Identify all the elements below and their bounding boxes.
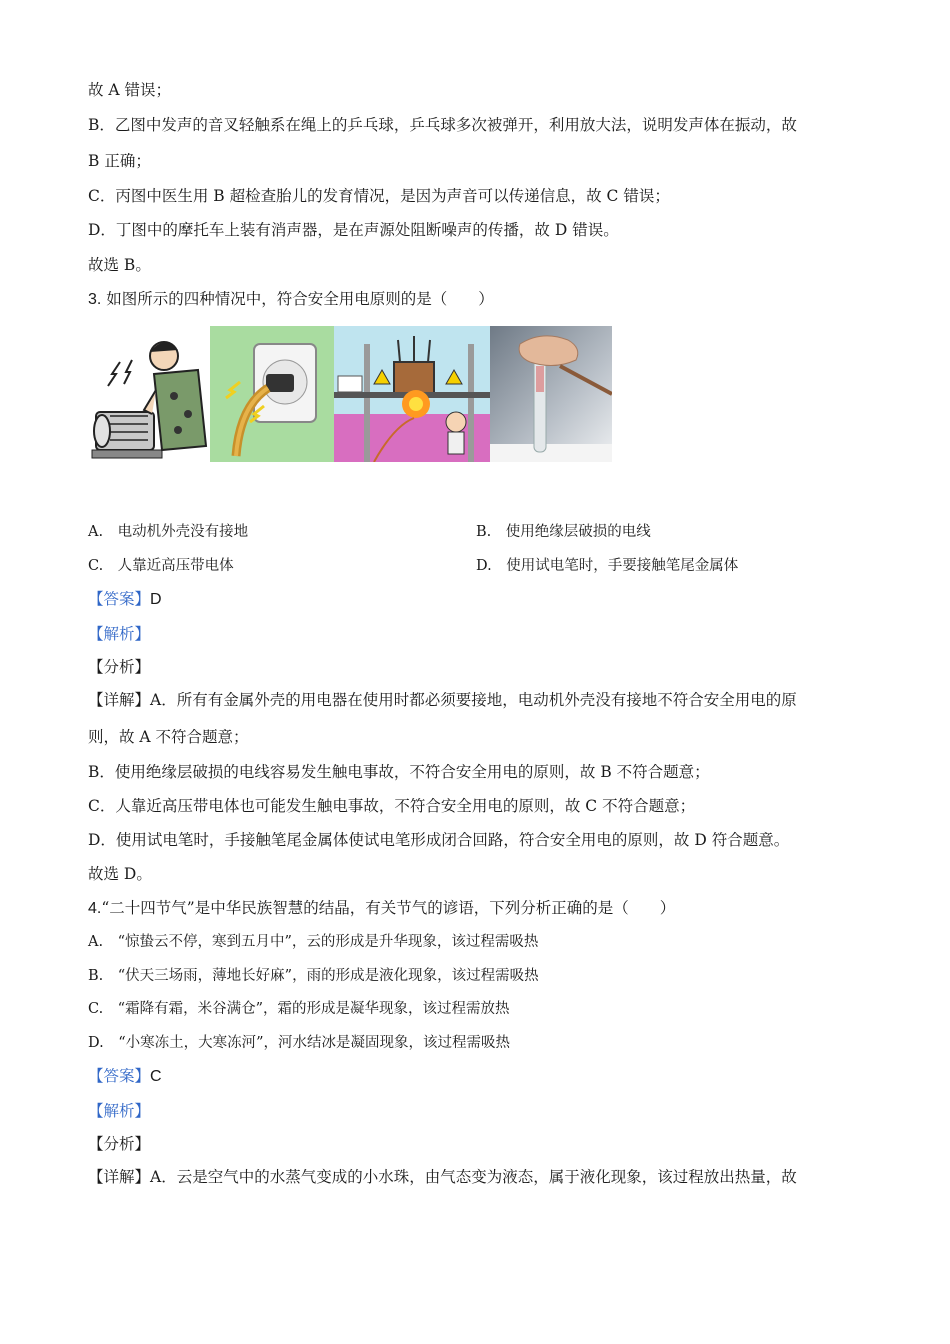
q3-detail-4: C．人靠近高压带电体也可能发生触电事故，不符合安全用电的原则，故 C 不符合题意； [88,797,696,815]
q3-detail-5: D．使用试电笔时，手接触笔尾金属体使试电笔形成闭合回路，符合安全用电的原则，故 D 符合题意。 [88,831,790,849]
q4-option-b[interactable]: B. “伏天三场雨，薄地长好麻”，雨的形成是液化现象，该过程需吸热 [88,968,539,984]
answer-tag: 【答案】 [88,590,151,608]
q4-detail-1 [88,1167,797,1187]
q3-detail-3: B．使用绝缘层破损的电线容易发生触电事故，不符合安全用电的原则，故 B 不符合题意； [88,763,710,781]
q4-analysis-tag: 【解析】 [88,1102,151,1120]
q2-line-1: 故 A 错误； [88,81,172,99]
q4-fenxi-tag: 【分析】 [88,1135,151,1153]
q4-option-c[interactable]: C. “霜降有霜，米谷满仓”，霜的形成是凝华现象，该过程需放热 [88,1001,510,1017]
test-pen-photo [490,326,612,462]
q4-option-d[interactable]: D. “小寒冻土，大寒冻河”，河水结冰是凝固现象，该过程需吸热 [88,1035,511,1051]
detail-text: A．云是空气中的水蒸气变成的小水珠，由气态变为液态，属于液化现象，该过程放出热量，故 [150,1168,797,1186]
q2-line-6: 故选 B。 [88,256,151,274]
damaged-wire-illustration [210,326,334,462]
detail-tag: 【详解】 [88,691,151,709]
q3-answer [88,589,162,610]
q3-stem-text: 如图所示的四种情况中，符合安全用电原则的是（ ） [106,290,494,308]
q4-stem [88,898,675,919]
q2-line-5: D．丁图中的摩托车上装有消声器，是在声源处阻断噪声的传播，故 D 错误。 [88,221,619,239]
q3-option-c[interactable]: C. 人靠近高压带电体 [88,558,234,574]
q3-detail-1 [88,690,797,710]
q4-stem-text: “二十四节气”是中华民族智慧的结晶，有关节气的谚语，下列分析正确的是（ ） [101,899,676,917]
answer-value: D [150,591,162,608]
q3-detail-2: 则，故 A 不符合题意； [88,728,249,746]
q2-line-2: B．乙图中发声的音叉轻触系在绳上的乒乓球，乒乓球多次被弹开，利用放大法，说明发声体在振动，故 [88,116,797,134]
high-voltage-illustration [334,326,490,462]
q4-number: 4. [88,900,102,917]
q3-stem [88,289,494,310]
q3-fenxi-tag: 【分析】 [88,658,151,676]
answer-value: C [150,1068,162,1085]
q3-detail-6: 故选 D。 [88,865,152,883]
q3-option-b[interactable]: B. 使用绝缘层破损的电线 [476,524,651,540]
q3-number: 3. [88,291,102,308]
answer-tag: 【答案】 [88,1067,151,1085]
q3-option-d[interactable]: D. 使用试电笔时，手要接触笔尾金属体 [476,558,739,574]
q2-line-3: B 正确； [88,152,151,170]
detail-tag: 【详解】 [88,1168,151,1186]
q3-option-a[interactable]: A. 电动机外壳没有接地 [88,524,249,540]
q2-line-4: C．丙图中医生用 B 超检查胎儿的发育情况，是因为声音可以传递信息，故 C 错误； [88,187,670,205]
q4-option-a[interactable]: A. “惊蛰云不停，寒到五月中”，云的形成是升华现象，该过程需吸热 [88,934,539,950]
motor-shock-illustration [88,326,210,462]
q4-answer [88,1066,162,1087]
q3-analysis-tag: 【解析】 [88,625,151,643]
detail-text: A．所有有金属外壳的用电器在使用时都必须要接地，电动机外壳没有接地不符合安全用电的原 [150,691,797,709]
